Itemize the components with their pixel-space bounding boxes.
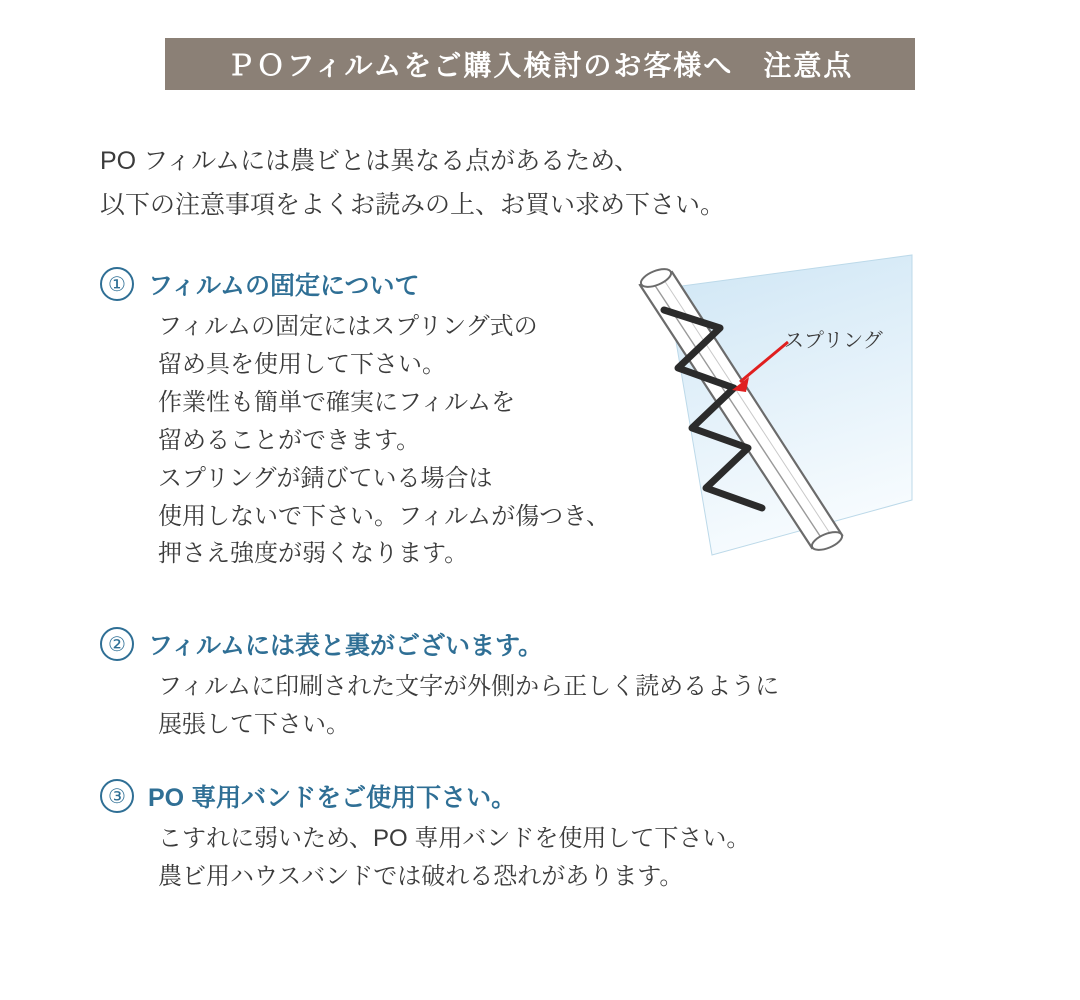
illustration-svg (612, 250, 942, 570)
section-number-badge: ① (100, 267, 134, 301)
body-line: 留め具を使用して下さい。 (158, 350, 446, 378)
section-number-badge: ③ (100, 779, 134, 813)
body-line: 作業性も簡単で確実にフィルムを (158, 388, 516, 416)
body-line: 農ビ用ハウスバンドでは破れる恐れがあります。 (158, 862, 684, 890)
section-heading (100, 266, 660, 302)
section-body (158, 820, 930, 896)
section-heading (100, 626, 930, 662)
body-line: フィルムの固定にはスプリング式の (158, 313, 538, 340)
page-title: ＰＯフィルムをご購入検討のお客様へ 注意点 (226, 50, 854, 81)
section-front-back (100, 626, 930, 744)
intro-line-2: 以下の注意事項をよくお読みの上、お買い求め下さい。 (100, 190, 726, 219)
body-line: 留めることができます。 (158, 426, 421, 454)
section-number-badge: ② (100, 627, 134, 661)
section-film-fixing (100, 266, 660, 573)
intro-paragraph (100, 140, 860, 228)
body-line: フィルムに印刷された文字が外側から正しく読めるように (158, 673, 780, 700)
section-title: フィルムには表と裏がございます。 (148, 632, 544, 660)
intro-line-1: PO フィルムには農ビとは異なる点があるため、 (100, 147, 640, 175)
body-line: こすれに弱いため、PO 専用バンドを使用して下さい。 (158, 825, 751, 852)
body-line: スプリングが錆びている場合は (158, 464, 493, 492)
section-title: フィルムの固定について (148, 272, 420, 300)
section-body (158, 668, 930, 744)
body-line: 押さえ強度が弱くなります。 (158, 540, 469, 568)
header-banner (165, 38, 915, 90)
body-line: 展張して下さい。 (158, 710, 350, 738)
spring-clip-illustration (612, 250, 942, 570)
body-line: 使用しないで下さい。フィルムが傷つき、 (158, 502, 611, 530)
section-title: PO 専用バンドをご使用下さい。 (148, 784, 517, 812)
section-po-band (100, 778, 930, 896)
spring-label: スプリング (784, 330, 883, 352)
section-body (158, 308, 660, 573)
section-heading (100, 778, 930, 814)
